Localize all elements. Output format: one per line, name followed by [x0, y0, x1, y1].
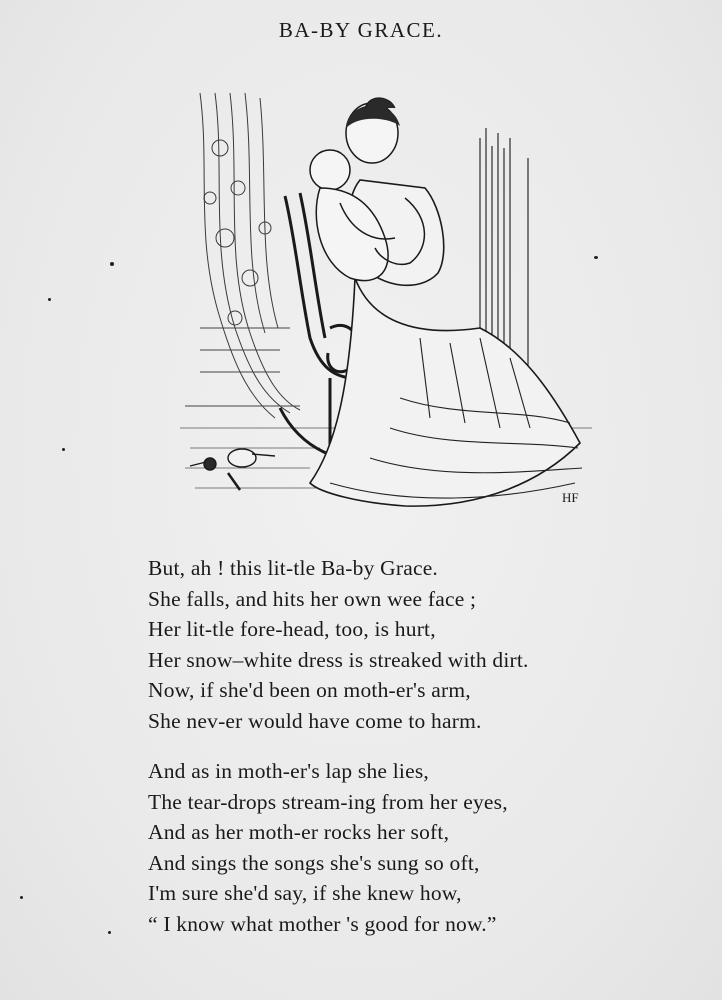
poem-line: Her snow–white dress is streaked with dirt.	[148, 647, 529, 672]
engraving-illustration	[180, 88, 592, 518]
poem-line: She falls, and hits her own wee face ;	[148, 586, 477, 611]
print-speck	[62, 448, 65, 451]
poem-line: And as in moth-er's lap she lies,	[148, 759, 429, 783]
poem-line: “ I know what mother 's good for now.”	[148, 911, 497, 936]
page-title: BA-BY GRACE.	[278, 18, 444, 42]
print-speck	[48, 298, 51, 301]
poem-stanza-1	[148, 553, 529, 737]
lace-curtain	[200, 93, 300, 418]
poem-line: She nev-er would have come to harm.	[148, 708, 482, 733]
wainscot-lines	[185, 328, 300, 406]
artist-signature: HF	[562, 490, 579, 505]
poem-line: Her lit-tle fore-head, too, is hurt,	[148, 617, 436, 642]
print-speck	[594, 256, 598, 259]
print-speck	[110, 262, 114, 266]
poem-line: Now, if she'd been on moth-er's arm,	[148, 678, 471, 703]
poem-line: And as her moth-er rocks her soft,	[148, 820, 450, 845]
print-speck	[20, 896, 23, 899]
poem-line: And sings the songs she's sung so oft,	[148, 850, 480, 875]
poem-line: The tear-drops stream-ing from her eyes,	[148, 789, 508, 814]
woman-head	[346, 98, 400, 163]
doll-on-floor	[190, 449, 275, 490]
poem-line: I'm sure she'd say, if she knew how,	[148, 881, 462, 906]
poem-line: But, ah ! this lit-tle Ba-by Grace.	[148, 556, 439, 580]
print-speck	[108, 931, 111, 934]
poem-stanza-2	[148, 756, 508, 940]
